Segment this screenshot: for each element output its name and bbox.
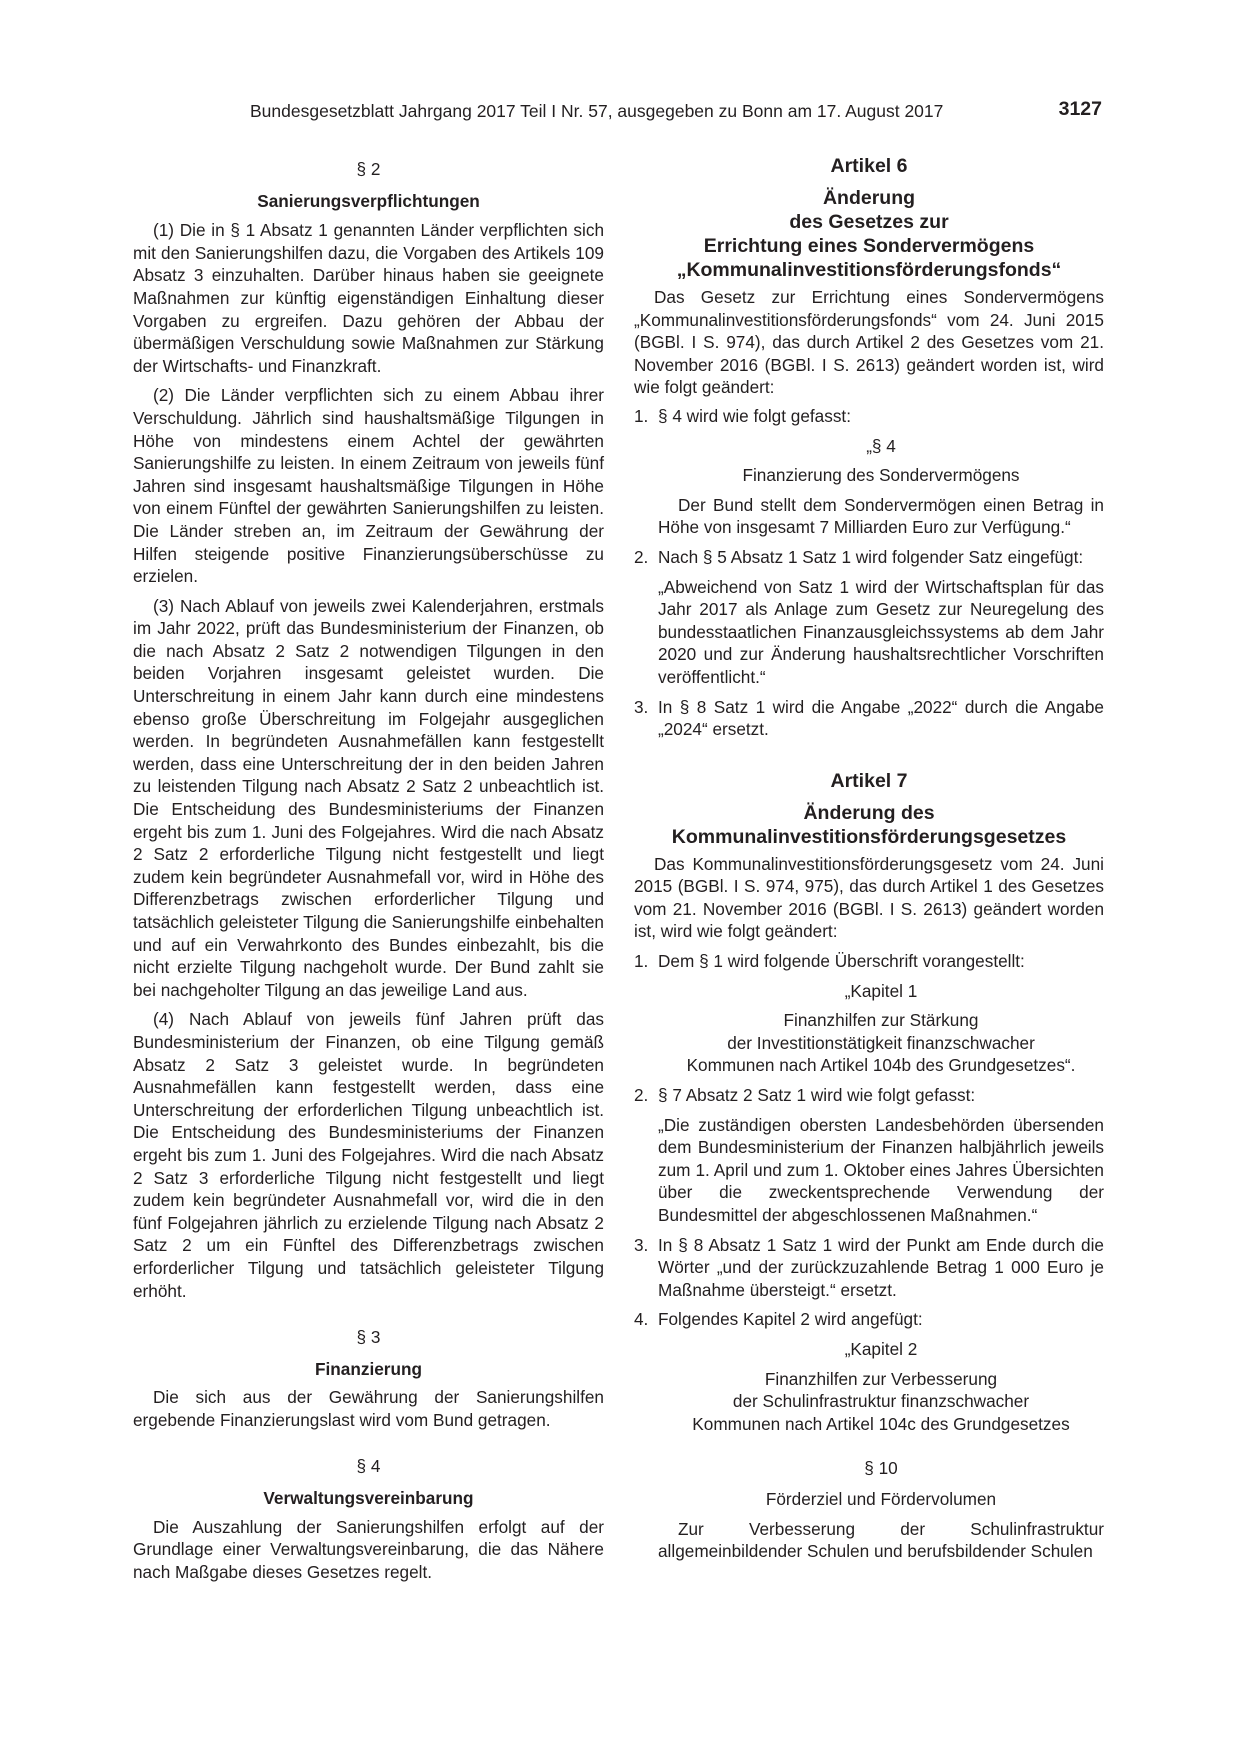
item-text: In § 8 Absatz 1 Satz 1 wird der Punkt am Ende durch die Wörter „und der zurückzuzahlende Betrag 1 000 Euro je Maßnahme übersteigt.“ ersetzt. [658,1234,1104,1300]
section-4-mark: § 4 [356,1456,381,1477]
item-number: 3. [634,696,649,717]
section-10-mark: § 10 [864,1458,898,1479]
item-number: 1. [634,951,649,972]
article-6-item-2-quote: „Abweichend von Satz 1 wird der Wirtschaftsplan für das Jahr 2017 als Anlage zum Gesetz zur Neuregelung des bundesstaatlichen Finanzausgleichssystems ab dem Jahr 2020 und zur Änderung haushaltsrechtlicher Vorschriften veröffentlicht.“ [658,576,1104,687]
chapter-2-title-line-3: Kommunen nach Artikel 104c des Grundgesetzes [692,1413,1070,1434]
section-4-para-1: Die Auszahlung der Sanierungshilfen erfolgt auf der Grundlage einer Verwaltungsvereinbarung, die das Nähere nach Maßgabe dieses Gesetzes regelt. [133,1516,604,1582]
left-column [133,158,604,1583]
item-text: Folgendes Kapitel 2 wird angefügt: [658,1309,923,1330]
article-6-quote-title: Finanzierung des Sondervermögens [742,465,1020,486]
chapter-2-label: „Kapitel 2 [844,1338,918,1359]
chapter-2-title-line-1: Finanzhilfen zur Verbesserung [764,1368,998,1389]
section-3-mark: § 3 [356,1327,381,1348]
item-number: 2. [634,1085,649,1106]
article-6-title-line-2: des Gesetzes zur [789,211,949,233]
section-10-title: Förderziel und Fördervolumen [765,1488,997,1509]
item-number: 4. [634,1309,649,1330]
running-title: Bundesgesetzblatt Jahrgang 2017 Teil I Nr. 57, ausgegeben zu Bonn am 17. August 2017 [250,101,944,121]
item-text: § 4 wird wie folgt gefasst: [658,405,851,426]
section-10-text: Zur Verbesserung der Schulinfrastruktur allgemeinbildender Schulen und berufsbildender Schulen [658,1518,1104,1562]
article-6-title-line-3: Errichtung eines Sondervermögens [703,235,1035,257]
section-2-title: Sanierungsverpflichtungen [257,190,480,211]
article-6-item-1 [634,405,1104,428]
page-number: 3127 [1058,98,1102,120]
item-text: Dem § 1 wird folgende Überschrift vorangestellt: [658,951,1025,972]
article-7-item-1 [634,950,1104,973]
article-6-title-line-4: „Kommunalinvestitionsförderungsfonds“ [676,259,1062,281]
item-number: 2. [634,546,649,567]
article-7-item-3 [634,1234,1104,1302]
running-header [250,100,1102,122]
article-7-item-2-quote: „Die zuständigen obersten Landesbehörden übersenden dem Bundesministerium der Finanzen halbjährlich jeweils zum 1. April und zum 1. Oktober eines Jahres Übersichten über die zweckentsprechende Verwendung der Bundesmittel der abgeschlossenen Maßnahmen.“ [658,1114,1104,1225]
item-number: 1. [634,405,649,426]
section-2-para-3: (3) Nach Ablauf von jeweils zwei Kalenderjahren, erstmals im Jahr 2022, prüft das Bundesministerium der Finanzen, ob die nach Absatz 2 Satz 2 notwendigen Tilgungen in den beiden Vorjahren insgesamt geleistet wurden. Die Unterschreitung in einem Jahr kann durch eine mindestens ebenso große Überschreitung im Folgejahr ausgeglichen werden. In begründeten Ausnahmefällen kann festgestellt werden, dass eine Unterschreitung der in den beiden Jahren zu leistenden Tilgung nach Absatz 2 Satz 2 unbeachtlich ist. Die Entscheidung des Bundesministeriums der Finanzen ergeht bis zum 1. Juni des Folgejahres. Wird die nach Absatz 2 Satz 2 erforderliche Tilgung nicht festgestellt und liegt zudem kein begründeter Ausnahmefall vor, wird in Höhe des Differenzbetrags zwischen erforderlicher Tilgung und tatsächlich geleisteter Tilgung die Sanierungshilfe einbehalten und auf ein Verwahrkonto des Bundes einbezahlt, bis die nicht erzielte Tilgung nachgeholt wurde. Der Bund zahlt sie bei nachgeholter Tilgung an das jeweilige Land aus. [133,595,604,1000]
section-2-para-4: (4) Nach Ablauf von jeweils fünf Jahren prüft das Bundesministerium der Finanzen, ob eine Tilgung gemäß Absatz 2 Satz 3 geleistet wurde. In begründeten Ausnahmefällen kann festgestellt werden, dass eine Unterschreitung der erforderlichen Tilgung unbeachtlich ist. Die Entscheidung des Bundesministeriums der Finanzen ergeht bis zum 1. Juni des Folgejahres. Wird die nach Absatz 2 Satz 3 erforderliche Tilgung nicht festgestellt und liegt zudem kein begründeter Ausnahmefall vor, wird die in den fünf Folgejahren jährlich zu erzielende Tilgung nach Absatz 2 Satz 2 um ein Fünftel des Differenzbetrags zwischen erforderlicher Tilgung und tatsächlich geleisteter Tilgung erhöht. [133,1009,604,1301]
article-7-title-line-2: Kommunalinvestitionsförderungsgesetzes [671,825,1067,848]
section-4-title: Verwaltungsvereinbarung [263,1488,474,1509]
chapter-1-title-line-1: Finanzhilfen zur Stärkung [783,1010,979,1031]
article-6-item-2 [634,546,1104,569]
article-6-label: Artikel 6 [830,155,908,177]
article-7-title-line-1: Änderung des [803,801,935,824]
article-7-label: Artikel 7 [830,769,908,792]
section-3-para-1: Die sich aus der Gewährung der Sanierungshilfen ergebende Finanzierungslast wird vom Bund getragen. [133,1387,604,1430]
article-6-quote-mark: „§ 4 [866,435,896,456]
section-2-mark: § 2 [356,159,381,179]
chapter-1-label: „Kapitel 1 [844,980,918,1001]
article-6-title-line-1: Änderung [822,187,916,209]
right-column [634,155,1104,1563]
item-text: § 7 Absatz 2 Satz 1 wird wie folgt gefasst: [658,1085,976,1106]
item-text: In § 8 Satz 1 wird die Angabe „2022“ durch die Angabe „2024“ ersetzt. [658,696,1104,740]
chapter-1-title-line-2: der Investitionstätigkeit finanzschwacher [727,1032,1035,1053]
section-3-title: Finanzierung [315,1358,422,1379]
article-6-intro: Das Gesetz zur Errichtung eines Sondervermögens „Kommunalinvestitionsförderungsfonds“ vom 24. Juni 2015 (BGBl. I S. 974), das durch Artikel 2 des Gesetzes vom 21. November 2016 (BGBl. I S. 2613) geändert worden ist, wird wie folgt geändert: [634,287,1104,398]
section-2-para-2: (2) Die Länder verpflichten sich zu einem Abbau ihrer Verschuldung. Jährlich sind haushaltsmäßige Tilgungen in Höhe von mindestens einem Achtel der gewährten Sanierungshilfe zu leisten. In einem Zeitraum von jeweils fünf Jahren sind insgesamt haushaltsmäßige Tilgungen in Höhe von einem Fünftel der gewährten Sanierungshilfen zu leisten. Die Länder streben an, im Zeitraum der Gewährung der Hilfen steigende positive Finanzierungsüberschüsse zu erzielen. [133,385,604,587]
article-6-quote-text: Der Bund stellt dem Sondervermögen einen Betrag in Höhe von insgesamt 7 Milliarden Euro zur Verfügung.“ [658,494,1104,538]
chapter-1-title-line-3: Kommunen nach Artikel 104b des Grundgesetzes“. [686,1055,1076,1076]
item-text: Nach § 5 Absatz 1 Satz 1 wird folgender Satz eingefügt: [658,546,1084,567]
article-7-item-2 [634,1084,1104,1107]
article-7-item-4 [634,1308,1104,1331]
chapter-2-title-line-2: der Schulinfrastruktur finanzschwacher [732,1391,1030,1412]
article-7-intro: Das Kommunalinvestitionsförderungsgesetz vom 24. Juni 2015 (BGBl. I S. 974, 975), das durch Artikel 1 des Gesetzes vom 21. November 2016 (BGBl. I S. 2613) geändert worden ist, wird wie folgt geändert: [634,853,1104,942]
item-number: 3. [634,1234,649,1255]
section-2-para-1: (1) Die in § 1 Absatz 1 genannten Länder verpflichten sich mit den Sanierungshilfen dazu, die Vorgaben des Artikels 109 Absatz 3 einzuhalten. Darüber hinaus haben sie geeignete Maßnahmen zur künftig eigenständigen Einhaltung dieser Vorgaben zu ergreifen. Dazu gehören der Abbau der übermäßigen Verschuldung sowie Maßnahmen zur Stärkung der Wirtschafts- und Finanzkraft. [133,220,604,376]
article-6-item-3 [634,696,1104,741]
